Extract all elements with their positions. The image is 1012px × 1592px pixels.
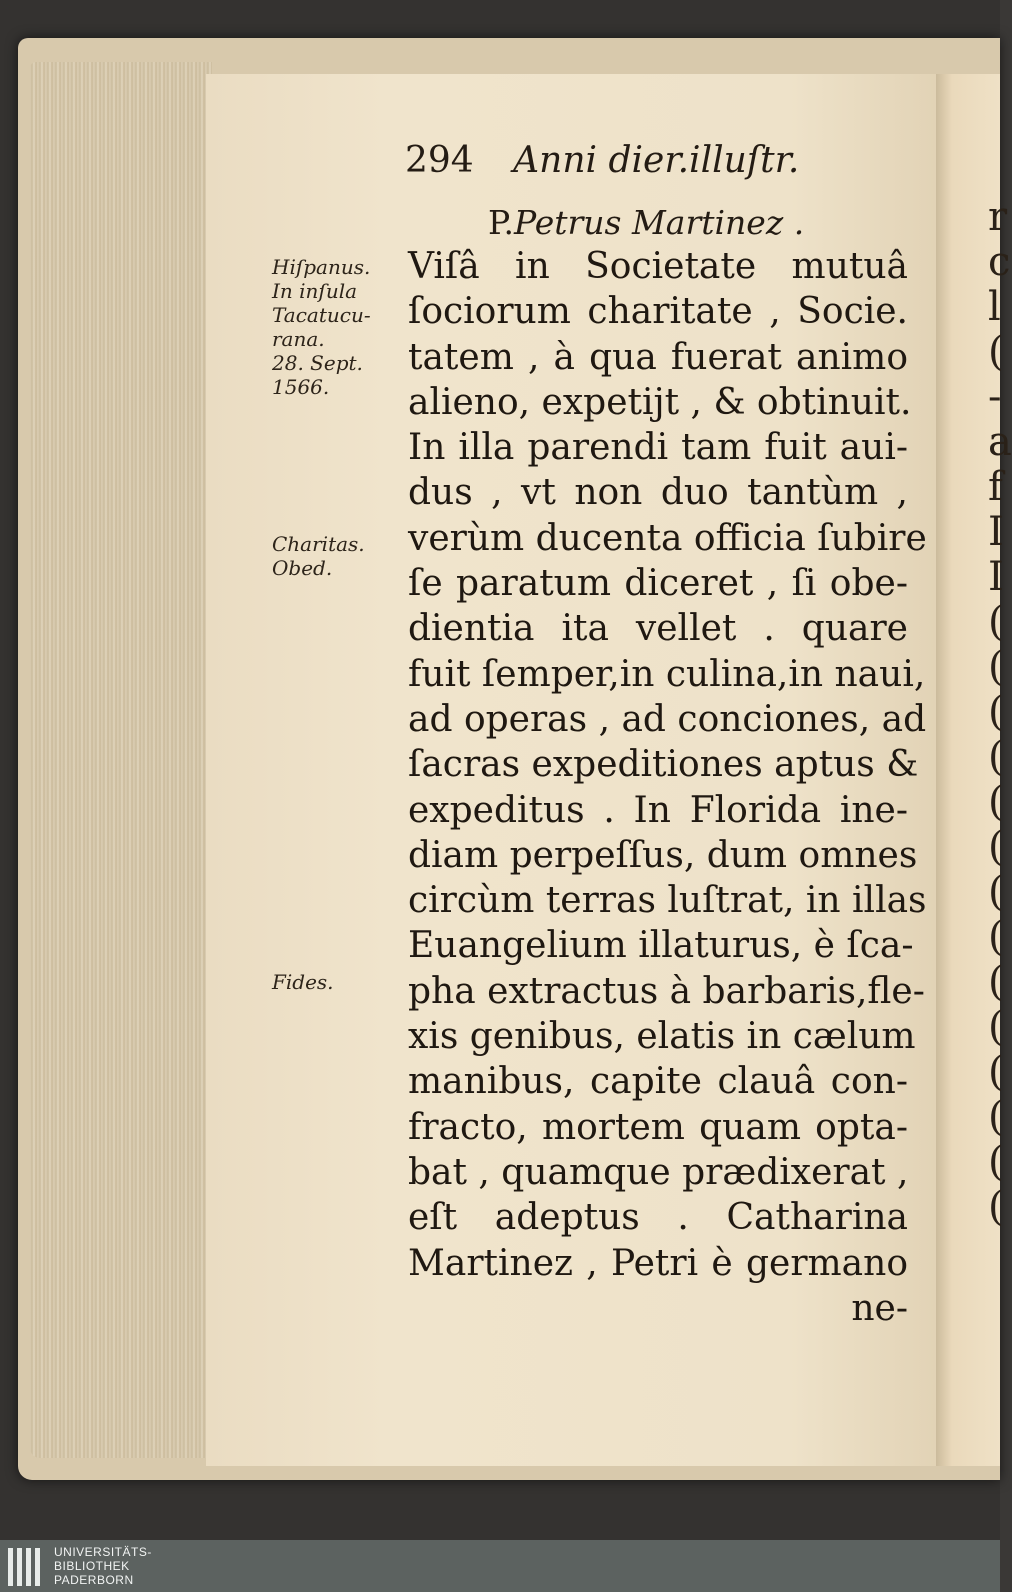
margin-note-line: Hiſpanus. <box>272 255 371 279</box>
margin-note-line: Tacatucu- <box>272 303 371 327</box>
next-page-fragment: c <box>988 239 1011 285</box>
next-page-fragment: - <box>988 374 1002 420</box>
margin-note-line: rana. <box>272 327 325 351</box>
margin-note-faith <box>272 970 402 994</box>
library-footer <box>0 1540 1000 1592</box>
text-line: bat , quamque prædixerat , <box>408 1151 909 1193</box>
margin-note-line: Fides. <box>272 970 334 994</box>
text-line: expeditus . In Florida ine- <box>408 789 908 831</box>
text-line: ne- <box>851 1287 908 1329</box>
next-page-fragment: r <box>988 194 1008 240</box>
text-line: verùm ducenta officia ſubire <box>408 517 927 559</box>
text-line: dientia ita vellet . quare <box>408 608 908 650</box>
library-logo-icon <box>8 1548 44 1586</box>
page-number: 294 <box>405 140 474 181</box>
text-line: ſociorum charitate , Socie. <box>408 291 908 333</box>
library-name-line2: BIBLIOTHEK <box>54 1559 130 1573</box>
next-page-fragment: ( <box>988 869 1004 915</box>
running-title: Anni dier.illuſtr. <box>513 140 800 181</box>
text-line: ſacras expeditiones aptus & <box>408 744 919 786</box>
margin-note-line: Charitas. <box>272 532 365 556</box>
page-edges <box>30 62 212 1458</box>
next-page-fragment: ( <box>988 1004 1004 1050</box>
next-page-fragment: f <box>988 464 1003 510</box>
text-line: ad operas , ad conciones, ad <box>408 698 927 740</box>
text-line: manibus, capite clauâ con- <box>408 1061 908 1103</box>
page-header <box>405 140 799 181</box>
next-page-fragment: ( <box>988 734 1004 780</box>
next-page-fragment: I <box>988 554 1004 600</box>
library-name-line3: PADERBORN <box>54 1573 134 1587</box>
next-page-fragment: ( <box>988 779 1004 825</box>
margin-note-line: 1566. <box>272 375 330 399</box>
text-line: diam perpeſſus, dum omnes <box>408 834 918 876</box>
text-line: Viſâ in Societate mutuâ <box>408 246 908 287</box>
margin-note-line: In inſula <box>272 279 358 303</box>
margin-note-line: 28. Sept. <box>272 351 363 375</box>
library-name <box>54 1545 152 1587</box>
text-line: circùm terras luſtrat, in illas <box>408 880 927 922</box>
next-page-fragment: ( <box>988 329 1004 375</box>
heading-prefix: P. <box>488 203 515 242</box>
next-page-fragment: ( <box>988 1049 1004 1095</box>
text-line: fracto, mortem quam opta- <box>408 1106 908 1148</box>
next-page-fragment: ( <box>988 644 1004 690</box>
margin-note-line: Obed. <box>272 556 333 580</box>
next-page-fragment: ( <box>988 689 1004 735</box>
text-line: alieno, expetijt , & obtinuit. <box>408 381 912 423</box>
library-name-line1: UNIVERSITÄTS- <box>54 1545 152 1559</box>
next-page-fragment: ( <box>988 824 1004 870</box>
text-line: In illa parendi tam fuit aui- <box>408 427 908 469</box>
text-line: Euangelium illaturus, è ſca- <box>408 925 914 967</box>
next-page-fragment: a <box>988 419 1012 465</box>
margin-note-origin <box>272 255 402 399</box>
next-page-fragment: ( <box>988 959 1004 1005</box>
next-page-fragment: ( <box>988 1139 1004 1185</box>
text-line: pha extractus à barbaris,fle- <box>408 970 925 1012</box>
text-line: xis genibus, elatis in cælum <box>408 1016 916 1058</box>
next-page-fragment: ( <box>988 1184 1004 1230</box>
text-line: dus , vt non duo tantùm , <box>408 472 908 514</box>
text-line: fuit ſemper,in culina,in naui, <box>408 653 926 695</box>
next-page-fragment: l <box>988 284 1001 330</box>
next-page-edge <box>936 74 1012 1466</box>
text-line: ſe paratum diceret , ſi obe- <box>408 563 908 605</box>
next-page-fragment: ( <box>988 599 1004 645</box>
next-page-fragment: I <box>988 509 1004 555</box>
body-text <box>408 244 927 1331</box>
heading-name: Petrus Martinez . <box>514 203 805 242</box>
next-page-fragment: ( <box>988 1094 1004 1140</box>
section-heading <box>488 203 804 242</box>
next-page-fragment: ( <box>988 914 1004 960</box>
text-line: tatem , à qua fuerat animo <box>408 336 908 378</box>
text-line: Martinez , Petri è germano <box>408 1242 908 1284</box>
text-line: eſt adeptus . Catharina <box>408 1197 908 1239</box>
margin-note-virtues <box>272 532 402 580</box>
